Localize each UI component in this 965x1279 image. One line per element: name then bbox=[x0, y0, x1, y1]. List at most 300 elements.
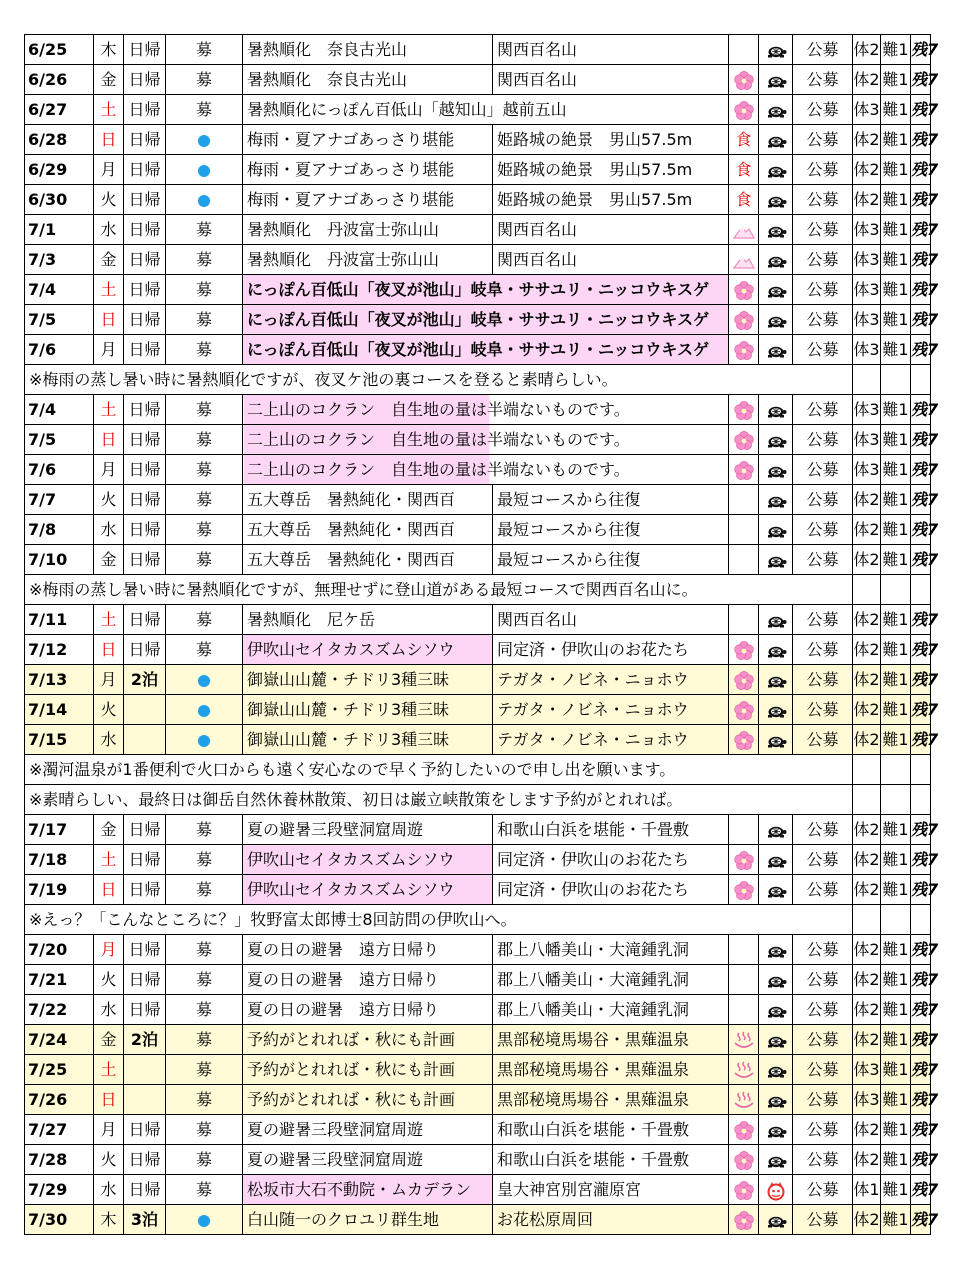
blue-dot-icon bbox=[198, 195, 210, 207]
status-cell: 募 bbox=[166, 455, 243, 485]
trip-type-cell: 日帰 bbox=[124, 545, 166, 575]
stamina-level-cell: 体3 bbox=[853, 425, 881, 455]
remaining-seats-cell: 残7 bbox=[911, 725, 931, 755]
category-icon-cell bbox=[729, 1055, 759, 1085]
difficulty-cell: 難1 bbox=[881, 1115, 911, 1145]
category-icon-cell bbox=[729, 65, 759, 95]
status-cell: 募 bbox=[166, 335, 243, 365]
empty-icon-cell bbox=[729, 485, 759, 515]
weekday-cell: 月 bbox=[94, 935, 124, 965]
table-row bbox=[25, 65, 931, 95]
note-text: ※濁河温泉が1番便利で火口からも遠く安心なので早く予約したいので申し出を願います。 bbox=[25, 755, 853, 785]
weekday-cell: 月 bbox=[94, 455, 124, 485]
difficulty-cell: 難1 bbox=[881, 395, 911, 425]
table-row bbox=[25, 845, 931, 875]
turtle-icon bbox=[765, 40, 787, 59]
turtle-icon bbox=[765, 430, 787, 449]
flower-icon bbox=[734, 400, 754, 419]
remaining-seats-cell: 残7 bbox=[911, 545, 931, 575]
turtle-icon bbox=[765, 400, 787, 419]
empty-icon-cell bbox=[729, 995, 759, 1025]
weekday-cell: 土 bbox=[94, 95, 124, 125]
guide-icon-cell bbox=[759, 935, 793, 965]
public-recruit-cell: 公募 bbox=[793, 245, 853, 275]
tour-subtitle-cell: 最短コースから往復 bbox=[493, 485, 729, 515]
trip-type-cell: 日帰 bbox=[124, 65, 166, 95]
difficulty-cell: 難1 bbox=[881, 95, 911, 125]
category-icon-cell bbox=[729, 1025, 759, 1055]
flower-icon bbox=[734, 100, 754, 119]
weekday-cell: 土 bbox=[94, 395, 124, 425]
public-recruit-cell: 公募 bbox=[793, 485, 853, 515]
trip-type-cell: 日帰 bbox=[124, 245, 166, 275]
difficulty-cell: 難1 bbox=[881, 935, 911, 965]
trip-type-cell bbox=[124, 725, 166, 755]
tour-subtitle-cell: 同定済・伊吹山のお花たち bbox=[493, 635, 729, 665]
status-dot-cell bbox=[166, 665, 243, 695]
date-cell: 7/21 bbox=[25, 965, 94, 995]
difficulty-cell: 難1 bbox=[881, 545, 911, 575]
public-recruit-cell: 公募 bbox=[793, 545, 853, 575]
date-cell: 7/5 bbox=[25, 305, 94, 335]
stamina-level-cell: 体2 bbox=[853, 185, 881, 215]
public-recruit-cell: 公募 bbox=[793, 305, 853, 335]
weekday-cell: 水 bbox=[94, 1175, 124, 1205]
trip-type-cell: 日帰 bbox=[124, 935, 166, 965]
remaining-seats-cell: 残7 bbox=[911, 485, 931, 515]
trip-type-cell: 日帰 bbox=[124, 215, 166, 245]
empty-icon-cell bbox=[729, 815, 759, 845]
table-row bbox=[25, 935, 931, 965]
guide-icon-cell bbox=[759, 65, 793, 95]
table-row bbox=[25, 1205, 931, 1235]
guide-icon-cell bbox=[759, 215, 793, 245]
stamina-level-cell: 体3 bbox=[853, 245, 881, 275]
tour-title-cell: 夏の日の避暑 遠方日帰り bbox=[243, 965, 493, 995]
empty-icon-cell bbox=[729, 35, 759, 65]
date-cell: 7/7 bbox=[25, 485, 94, 515]
difficulty-cell: 難1 bbox=[881, 1055, 911, 1085]
guide-icon-cell bbox=[759, 35, 793, 65]
remaining-seats-cell: 残7 bbox=[911, 35, 931, 65]
empty-cell bbox=[881, 575, 911, 605]
public-recruit-cell: 公募 bbox=[793, 215, 853, 245]
flower-icon bbox=[734, 880, 754, 899]
date-cell: 7/30 bbox=[25, 1205, 94, 1235]
trip-type-cell: 日帰 bbox=[124, 605, 166, 635]
tour-subtitle-cell: 姫路城の絶景 男山57.5m bbox=[493, 185, 729, 215]
trip-type-cell: 日帰 bbox=[124, 305, 166, 335]
empty-cell bbox=[853, 785, 881, 815]
date-cell: 6/26 bbox=[25, 65, 94, 95]
table-row bbox=[25, 275, 931, 305]
guide-icon-cell bbox=[759, 1085, 793, 1115]
demon-icon bbox=[766, 1180, 786, 1199]
guide-icon-cell bbox=[759, 605, 793, 635]
flower-icon bbox=[734, 430, 754, 449]
stamina-level-cell: 体3 bbox=[853, 395, 881, 425]
tour-subtitle-cell: 和歌山白浜を堪能・千畳敷 bbox=[493, 1145, 729, 1175]
flower-icon bbox=[734, 1120, 754, 1139]
status-cell: 募 bbox=[166, 1025, 243, 1055]
public-recruit-cell: 公募 bbox=[793, 845, 853, 875]
date-cell: 7/14 bbox=[25, 695, 94, 725]
table-row bbox=[25, 305, 931, 335]
tour-subtitle-cell: お花松原周回 bbox=[493, 1205, 729, 1235]
turtle-icon bbox=[765, 70, 787, 89]
guide-icon-cell bbox=[759, 395, 793, 425]
category-icon-cell bbox=[729, 215, 759, 245]
turtle-icon bbox=[765, 1030, 787, 1049]
turtle-icon bbox=[765, 310, 787, 329]
status-cell: 募 bbox=[166, 995, 243, 1025]
tour-subtitle-cell: 関西百名山 bbox=[493, 35, 729, 65]
turtle-icon bbox=[765, 550, 787, 569]
table-row bbox=[25, 635, 931, 665]
weekday-cell: 日 bbox=[94, 875, 124, 905]
guide-icon-cell bbox=[759, 725, 793, 755]
turtle-icon bbox=[765, 100, 787, 119]
weekday-cell: 水 bbox=[94, 725, 124, 755]
date-cell: 7/26 bbox=[25, 1085, 94, 1115]
tour-subtitle-cell: 姫路城の絶景 男山57.5m bbox=[493, 155, 729, 185]
date-cell: 6/27 bbox=[25, 95, 94, 125]
remaining-seats-cell: 残7 bbox=[911, 665, 931, 695]
turtle-icon bbox=[765, 1150, 787, 1169]
empty-icon-cell bbox=[729, 515, 759, 545]
tour-title-cell bbox=[243, 335, 729, 365]
stamina-level-cell: 体3 bbox=[853, 1085, 881, 1115]
date-cell: 7/6 bbox=[25, 455, 94, 485]
note-text: ※えっ？「こんなところに？」牧野富太郎博士8回訪問の伊吹山へ。 bbox=[25, 905, 853, 935]
table-row bbox=[25, 185, 931, 215]
weekday-cell: 水 bbox=[94, 515, 124, 545]
table-row bbox=[25, 335, 931, 365]
guide-icon-cell bbox=[759, 155, 793, 185]
flower-icon bbox=[734, 340, 754, 359]
trip-type-cell: 日帰 bbox=[124, 965, 166, 995]
guide-icon-cell bbox=[759, 695, 793, 725]
tour-title-cell: 夏の避暑三段壁洞窟周遊 bbox=[243, 815, 493, 845]
guide-icon-cell bbox=[759, 1025, 793, 1055]
weekday-cell: 土 bbox=[94, 1055, 124, 1085]
stamina-level-cell: 体3 bbox=[853, 1055, 881, 1085]
table-row bbox=[25, 425, 931, 455]
guide-icon-cell bbox=[759, 1205, 793, 1235]
turtle-icon bbox=[765, 250, 787, 269]
weekday-cell: 火 bbox=[94, 695, 124, 725]
date-cell: 7/24 bbox=[25, 1025, 94, 1055]
flower-icon bbox=[734, 730, 754, 749]
guide-icon-cell bbox=[759, 1115, 793, 1145]
guide-icon-cell bbox=[759, 965, 793, 995]
empty-icon-cell bbox=[729, 605, 759, 635]
status-cell: 募 bbox=[166, 1175, 243, 1205]
stamina-level-cell: 体2 bbox=[853, 1145, 881, 1175]
guide-icon-cell bbox=[759, 845, 793, 875]
guide-icon-cell bbox=[759, 1055, 793, 1085]
stamina-level-cell: 体2 bbox=[853, 515, 881, 545]
table-row bbox=[25, 965, 931, 995]
note-row bbox=[25, 755, 931, 785]
date-cell: 7/17 bbox=[25, 815, 94, 845]
difficulty-cell: 難1 bbox=[881, 305, 911, 335]
tour-subtitle-cell: 皇大神宮別宮瀧原宮 bbox=[493, 1175, 729, 1205]
stamina-level-cell: 体3 bbox=[853, 455, 881, 485]
date-cell: 6/30 bbox=[25, 185, 94, 215]
public-recruit-cell: 公募 bbox=[793, 1115, 853, 1145]
tour-title: 暑熱順化にっぽん百低山「越知山」越前五山 bbox=[247, 100, 567, 119]
status-cell: 募 bbox=[166, 815, 243, 845]
stamina-level-cell: 体2 bbox=[853, 815, 881, 845]
tour-subtitle-cell: 和歌山白浜を堪能・千畳敷 bbox=[493, 1115, 729, 1145]
stamina-level-cell: 体2 bbox=[853, 125, 881, 155]
category-icon-cell bbox=[729, 725, 759, 755]
tour-title-cell: 御嶽山山麓・チドリ3種三昧 bbox=[243, 695, 493, 725]
status-dot-cell bbox=[166, 725, 243, 755]
stamina-level-cell: 体2 bbox=[853, 875, 881, 905]
weekday-cell: 土 bbox=[94, 605, 124, 635]
onsen-icon bbox=[733, 1060, 755, 1079]
turtle-icon bbox=[765, 880, 787, 899]
note-text: ※素晴らしい、最終日は御岳自然休養林散策、初日は巌立峡散策をします予約がとれれば。 bbox=[25, 785, 853, 815]
flower-icon bbox=[734, 460, 754, 479]
weekday-cell: 日 bbox=[94, 1085, 124, 1115]
food-icon-cell bbox=[729, 155, 759, 185]
food-icon: 食 bbox=[735, 160, 752, 179]
guide-icon-cell bbox=[759, 635, 793, 665]
trip-type-cell: 日帰 bbox=[124, 1175, 166, 1205]
tour-title-cell bbox=[243, 455, 729, 485]
tour-title-cell: 伊吹山セイタカスズムシソウ bbox=[243, 635, 493, 665]
empty-cell bbox=[911, 905, 931, 935]
status-dot-cell bbox=[166, 155, 243, 185]
tour-title-cell: 夏の避暑三段壁洞窟周遊 bbox=[243, 1145, 493, 1175]
turtle-icon bbox=[765, 700, 787, 719]
flower-icon bbox=[734, 850, 754, 869]
tour-subtitle-cell: 関西百名山 bbox=[493, 215, 729, 245]
guide-icon-cell bbox=[759, 995, 793, 1025]
difficulty-cell: 難1 bbox=[881, 665, 911, 695]
table-row bbox=[25, 455, 931, 485]
status-dot-cell bbox=[166, 695, 243, 725]
date-cell: 7/8 bbox=[25, 515, 94, 545]
difficulty-cell: 難1 bbox=[881, 695, 911, 725]
status-cell: 募 bbox=[166, 1055, 243, 1085]
date-cell: 7/25 bbox=[25, 1055, 94, 1085]
status-cell: 募 bbox=[166, 65, 243, 95]
public-recruit-cell: 公募 bbox=[793, 425, 853, 455]
remaining-seats-cell: 残7 bbox=[911, 155, 931, 185]
difficulty-cell: 難1 bbox=[881, 725, 911, 755]
tour-title-cell: 梅雨・夏アナゴあっさり堪能 bbox=[243, 155, 493, 185]
empty-cell bbox=[853, 575, 881, 605]
remaining-seats-cell: 残7 bbox=[911, 65, 931, 95]
food-icon: 食 bbox=[735, 190, 752, 209]
public-recruit-cell: 公募 bbox=[793, 605, 853, 635]
guide-icon-cell bbox=[759, 305, 793, 335]
guide-icon-cell bbox=[759, 815, 793, 845]
remaining-seats-cell: 残7 bbox=[911, 845, 931, 875]
trip-type-cell: 日帰 bbox=[124, 815, 166, 845]
tour-subtitle-cell: 最短コースから往復 bbox=[493, 545, 729, 575]
public-recruit-cell: 公募 bbox=[793, 1085, 853, 1115]
table-row bbox=[25, 665, 931, 695]
table-row bbox=[25, 875, 931, 905]
date-cell: 7/13 bbox=[25, 665, 94, 695]
turtle-icon bbox=[765, 940, 787, 959]
difficulty-cell: 難1 bbox=[881, 995, 911, 1025]
remaining-seats-cell: 残7 bbox=[911, 815, 931, 845]
guide-icon-cell bbox=[759, 185, 793, 215]
empty-icon-cell bbox=[729, 935, 759, 965]
date-cell: 7/4 bbox=[25, 275, 94, 305]
turtle-icon bbox=[765, 460, 787, 479]
table-row bbox=[25, 605, 931, 635]
flower-icon bbox=[734, 280, 754, 299]
public-recruit-cell: 公募 bbox=[793, 35, 853, 65]
tour-title-cell bbox=[243, 425, 729, 455]
category-icon-cell bbox=[729, 395, 759, 425]
empty-cell bbox=[881, 365, 911, 395]
public-recruit-cell: 公募 bbox=[793, 1145, 853, 1175]
weekday-cell: 水 bbox=[94, 215, 124, 245]
category-icon-cell bbox=[729, 95, 759, 125]
difficulty-cell: 難1 bbox=[881, 215, 911, 245]
guide-icon-cell bbox=[759, 665, 793, 695]
weekday-cell: 土 bbox=[94, 845, 124, 875]
public-recruit-cell: 公募 bbox=[793, 635, 853, 665]
public-recruit-cell: 公募 bbox=[793, 1025, 853, 1055]
empty-cell bbox=[881, 785, 911, 815]
status-cell: 募 bbox=[166, 965, 243, 995]
date-cell: 7/1 bbox=[25, 215, 94, 245]
public-recruit-cell: 公募 bbox=[793, 155, 853, 185]
table-row bbox=[25, 1175, 931, 1205]
tour-title-cell: 予約がとれれば・秋にも計画 bbox=[243, 1055, 493, 1085]
tour-title-cell: 梅雨・夏アナゴあっさり堪能 bbox=[243, 125, 493, 155]
remaining-seats-cell: 残7 bbox=[911, 1145, 931, 1175]
empty-cell bbox=[911, 575, 931, 605]
stamina-level-cell: 体2 bbox=[853, 845, 881, 875]
status-cell: 募 bbox=[166, 275, 243, 305]
trip-type-cell: 日帰 bbox=[124, 155, 166, 185]
category-icon-cell bbox=[729, 875, 759, 905]
difficulty-cell: 難1 bbox=[881, 35, 911, 65]
tour-title-cell: 夏の避暑三段壁洞窟周遊 bbox=[243, 1115, 493, 1145]
remaining-seats-cell: 残7 bbox=[911, 515, 931, 545]
stamina-level-cell: 体3 bbox=[853, 215, 881, 245]
table-row bbox=[25, 815, 931, 845]
weekday-cell: 月 bbox=[94, 335, 124, 365]
empty-cell bbox=[881, 755, 911, 785]
tour-subtitle-cell: 同定済・伊吹山のお花たち bbox=[493, 845, 729, 875]
public-recruit-cell: 公募 bbox=[793, 965, 853, 995]
tour-title-cell: 予約がとれれば・秋にも計画 bbox=[243, 1085, 493, 1115]
tour-title-cell bbox=[243, 95, 729, 125]
weekday-cell: 日 bbox=[94, 305, 124, 335]
difficulty-cell: 難1 bbox=[881, 875, 911, 905]
difficulty-cell: 難1 bbox=[881, 455, 911, 485]
food-icon-cell bbox=[729, 185, 759, 215]
public-recruit-cell: 公募 bbox=[793, 1205, 853, 1235]
table-row bbox=[25, 1145, 931, 1175]
stamina-level-cell: 体3 bbox=[853, 305, 881, 335]
turtle-icon bbox=[765, 280, 787, 299]
tour-subtitle-cell: 姫路城の絶景 男山57.5m bbox=[493, 125, 729, 155]
tour-title-cell: 暑熱順化 丹波富士弥山山 bbox=[243, 245, 493, 275]
status-cell: 募 bbox=[166, 485, 243, 515]
guide-icon-cell bbox=[759, 545, 793, 575]
date-cell: 7/29 bbox=[25, 1175, 94, 1205]
remaining-seats-cell: 残7 bbox=[911, 695, 931, 725]
date-cell: 7/11 bbox=[25, 605, 94, 635]
guide-icon-cell bbox=[759, 1145, 793, 1175]
tour-title-cell bbox=[243, 395, 729, 425]
tour-subtitle-cell: 関西百名山 bbox=[493, 605, 729, 635]
difficulty-cell: 難1 bbox=[881, 185, 911, 215]
turtle-icon bbox=[765, 850, 787, 869]
weekday-cell: 金 bbox=[94, 65, 124, 95]
table-row bbox=[25, 35, 931, 65]
remaining-seats-cell: 残7 bbox=[911, 215, 931, 245]
guide-icon-cell bbox=[759, 425, 793, 455]
status-cell: 募 bbox=[166, 515, 243, 545]
remaining-seats-cell: 残7 bbox=[911, 1085, 931, 1115]
tour-subtitle-cell: 郡上八幡美山・大滝鍾乳洞 bbox=[493, 965, 729, 995]
weekday-cell: 金 bbox=[94, 545, 124, 575]
category-icon-cell bbox=[729, 1145, 759, 1175]
blue-dot-icon bbox=[198, 135, 210, 147]
remaining-seats-cell: 残7 bbox=[911, 995, 931, 1025]
blue-dot-icon bbox=[198, 165, 210, 177]
tour-title-cell bbox=[243, 275, 729, 305]
weekday-cell: 月 bbox=[94, 155, 124, 185]
tour-title-cell: 伊吹山セイタカスズムシソウ bbox=[243, 845, 493, 875]
status-cell: 募 bbox=[166, 35, 243, 65]
difficulty-cell: 難1 bbox=[881, 1205, 911, 1235]
stamina-level-cell: 体2 bbox=[853, 65, 881, 95]
trip-type-cell: 3泊 bbox=[124, 1205, 166, 1235]
table-row bbox=[25, 695, 931, 725]
tour-title-cell: 五大尊岳 暑熱純化・関西百 bbox=[243, 485, 493, 515]
trip-type-cell: 日帰 bbox=[124, 125, 166, 155]
status-cell: 募 bbox=[166, 1115, 243, 1145]
turtle-icon bbox=[765, 610, 787, 629]
table-row bbox=[25, 995, 931, 1025]
remaining-seats-cell: 残7 bbox=[911, 1025, 931, 1055]
remaining-seats-cell: 残7 bbox=[911, 275, 931, 305]
stamina-level-cell: 体2 bbox=[853, 635, 881, 665]
date-cell: 7/4 bbox=[25, 395, 94, 425]
category-icon-cell bbox=[729, 245, 759, 275]
turtle-icon bbox=[765, 340, 787, 359]
public-recruit-cell: 公募 bbox=[793, 65, 853, 95]
stamina-level-cell: 体2 bbox=[853, 605, 881, 635]
weekday-cell: 金 bbox=[94, 815, 124, 845]
tour-title-cell: 夏の日の避暑 遠方日帰り bbox=[243, 995, 493, 1025]
difficulty-cell: 難1 bbox=[881, 1145, 911, 1175]
empty-icon-cell bbox=[729, 965, 759, 995]
category-icon-cell bbox=[729, 275, 759, 305]
public-recruit-cell: 公募 bbox=[793, 395, 853, 425]
tour-title: 二上山のコクラン 自生地の量は半端ないものです。 bbox=[247, 430, 630, 449]
category-icon-cell bbox=[729, 695, 759, 725]
turtle-icon bbox=[765, 820, 787, 839]
empty-cell bbox=[911, 365, 931, 395]
date-cell: 6/28 bbox=[25, 125, 94, 155]
empty-icon-cell bbox=[729, 545, 759, 575]
